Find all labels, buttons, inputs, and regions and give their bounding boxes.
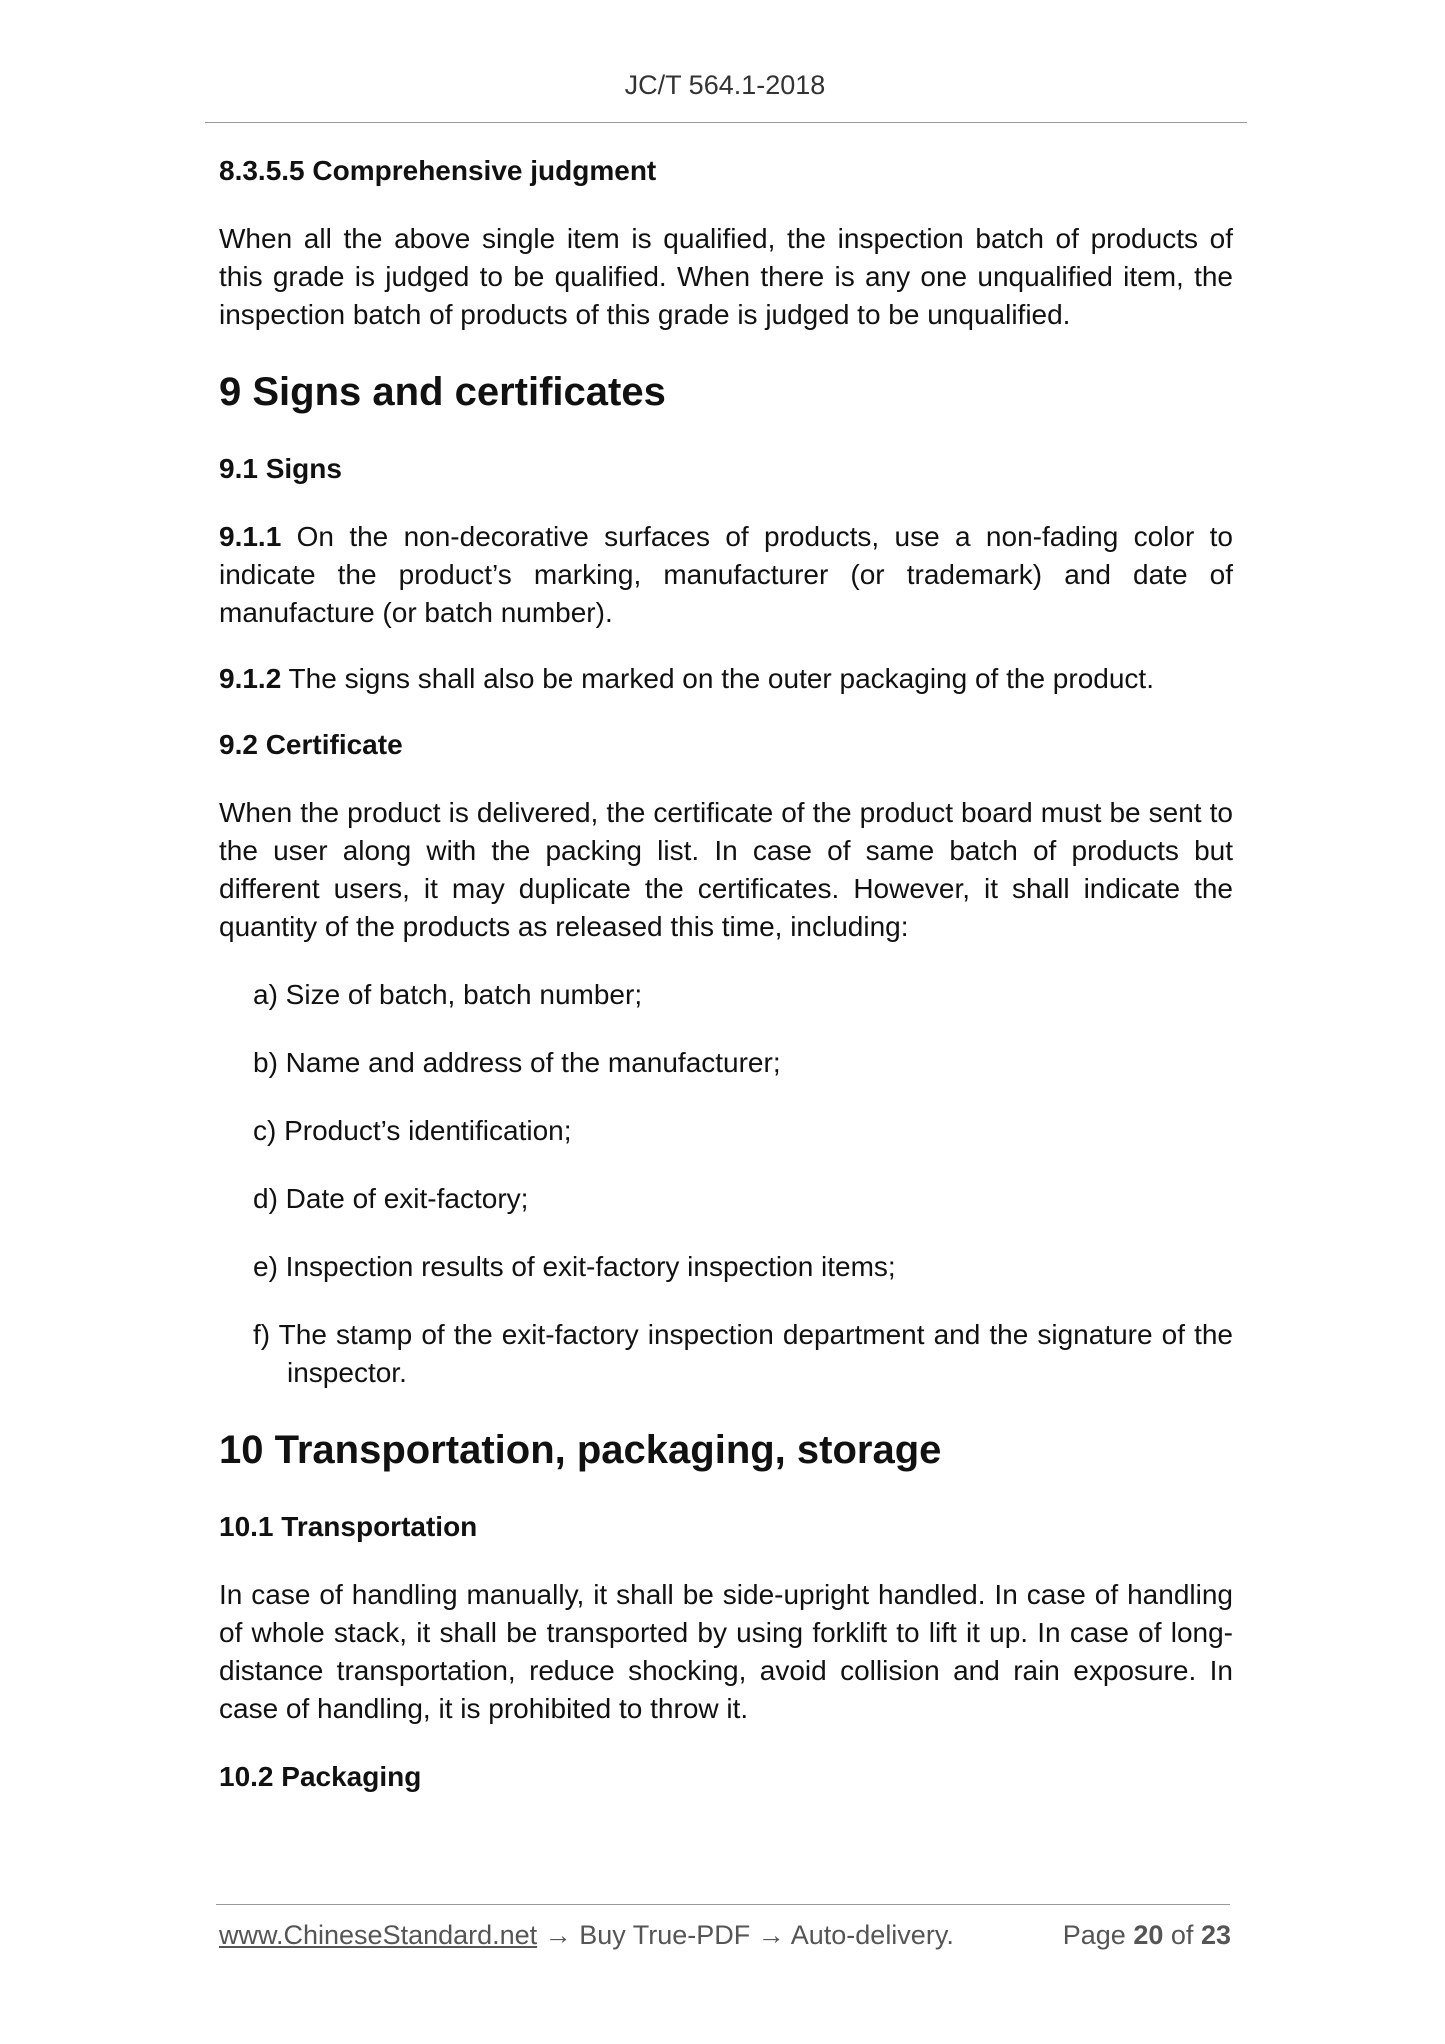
footer-promo-text: → Buy True-PDF → Auto-delivery. [537, 1920, 954, 1950]
header-divider [205, 122, 1247, 123]
clause-9-1-2 [219, 660, 1233, 698]
list-item: c) Product’s identification; [253, 1115, 572, 1146]
footer-divider [216, 1904, 1230, 1905]
document-code-header: JC/T 564.1-2018 [624, 70, 826, 100]
section-9-1-heading: 9.1 Signs [219, 453, 342, 484]
current-page: 20 [1133, 1920, 1164, 1950]
section-10-heading: 10 Transportation, packaging, storage [219, 1428, 942, 1472]
list-item: f) The stamp of the exit-factory inspection department and the signature of the inspector. [253, 1319, 1233, 1388]
footer-promo [219, 1920, 954, 1951]
list-item: e) Inspection results of exit-factory inspection items; [253, 1251, 896, 1282]
section-10-1-text: In case of handling manually, it shall be side-upright handled. In case of handling of whole stack, it shall be transported by using forklift to lift it up. In case of long-distance transportation, reduce shocking, avoid collision and rain exposure. In case of handling, it is prohibited to throw it. [219, 1579, 1233, 1724]
clause-9-1-1 [219, 518, 1233, 632]
section-10-2-heading: 10.2 Packaging [219, 1761, 422, 1792]
section-9-2-heading: 9.2 Certificate [219, 729, 403, 760]
website-link[interactable]: www.ChineseStandard.net [219, 1920, 538, 1950]
list-item: a) Size of batch, batch number; [253, 979, 643, 1010]
section-8-3-5-5-heading: 8.3.5.5 Comprehensive judgment [219, 155, 657, 186]
total-pages: 23 [1200, 1920, 1231, 1950]
document-body [219, 152, 1233, 1796]
page-footer [219, 1920, 1231, 1951]
section-8-3-5-5-text: When all the above single item is qualified, the inspection batch of products of this grade is judged to be qualified. When there is any one unqualified item, the inspection batch of products of this grade is judged to be unqualified. [219, 223, 1233, 330]
clause-number: 9.1.1 [219, 521, 282, 552]
of-label: of [1170, 1920, 1194, 1950]
clause-text: The signs shall also be marked on the outer packaging of the product. [281, 663, 1154, 694]
list-item: d) Date of exit-factory; [253, 1183, 529, 1214]
section-9-2-text: When the product is delivered, the certificate of the product board must be sent to the user along with the packing list. In case of same batch of products but different users, it may duplicate the certificates. However, it shall indicate the quantity of the products as released this time, including: [219, 797, 1233, 942]
clause-text: On the non-decorative surfaces of products, use a non-fading color to indicate the product’s marking, manufacturer (or trademark) and date of manufacture (or batch number). [219, 521, 1233, 628]
list-item: b) Name and address of the manufacturer; [253, 1047, 781, 1078]
clause-number: 9.1.2 [219, 663, 282, 694]
section-9-heading: 9 Signs and certificates [219, 370, 666, 414]
section-10-1-heading: 10.1 Transportation [219, 1511, 478, 1542]
page-label: Page [1062, 1920, 1126, 1950]
page-number [1063, 1920, 1231, 1951]
